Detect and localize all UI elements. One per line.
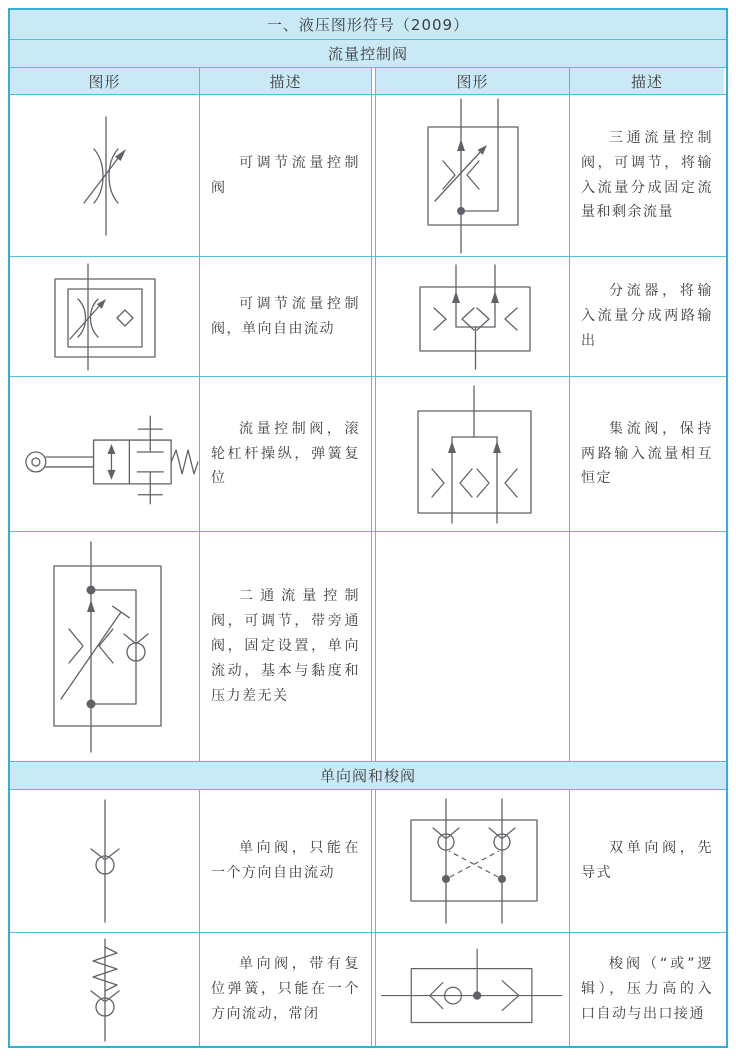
- table-title: [10, 10, 726, 39]
- description-cell: [199, 790, 371, 932]
- table-row: [10, 531, 726, 761]
- three-way-flow-control-valve-icon: [403, 97, 543, 255]
- description-text: 单向阀，带有复位弹簧，只能在一个方向流动，常闭: [211, 956, 360, 1022]
- symbol-cell: [376, 257, 569, 376]
- table-row: [10, 376, 726, 531]
- check-valve-icon: [65, 795, 145, 927]
- description-text: 可调节流量控制阀: [211, 154, 360, 196]
- description-text: 可调节流量控制阀，单向自由流动: [211, 295, 360, 337]
- table-row: [10, 94, 726, 256]
- description-text: 三通流量控制阀，可调节，将输入流量分成固定流量和剩余流量: [581, 129, 713, 221]
- description-cell: [569, 790, 724, 932]
- symbol-cell: [10, 377, 199, 531]
- flow-combiner-valve-icon: [398, 383, 548, 525]
- description-cell: [199, 95, 371, 256]
- description-text: 集流阀，保持两路输入流量相互恒定: [581, 420, 713, 487]
- section-header-flow-control: [10, 39, 726, 67]
- description-text: 单向阀，只能在一个方向自由流动: [211, 840, 360, 881]
- table-row: [10, 789, 726, 932]
- symbol-cell: [10, 95, 199, 256]
- section-header-label: 单向阀和梭阀: [319, 767, 416, 785]
- description-cell: [199, 257, 371, 376]
- col-header-desc-right: 描述: [569, 68, 724, 94]
- table-title-label: 一、液压图形符号（2009）: [266, 16, 470, 34]
- symbol-cell: [376, 933, 569, 1046]
- description-text: 双单向阀，先导式: [581, 840, 713, 881]
- description-text: 流量控制阀，滚轮杠杆操纵，弹簧复位: [211, 420, 360, 487]
- roller-lever-flow-control-valve-icon: [10, 402, 199, 506]
- symbol-cell: [10, 532, 199, 761]
- description-cell: [569, 95, 724, 256]
- col-header-symbol-left: 图形: [10, 68, 199, 94]
- two-way-flow-control-valve-icon: [21, 536, 189, 758]
- adjustable-flow-control-valve-icon: [60, 111, 150, 241]
- table-row: [10, 256, 726, 376]
- description-text: 梭阀（“或”逻辑），压力高的入口自动与出口接通: [581, 956, 713, 1022]
- symbol-cell: [376, 95, 569, 256]
- section-header-label: 流量控制阀: [327, 45, 408, 63]
- description-cell: [569, 933, 724, 1046]
- description-text: 二通流量控制阀，可调节，带旁通阀，固定设置，单向流动，基本与黏度和压力差无关: [211, 588, 360, 704]
- symbol-cell-empty: [376, 532, 569, 761]
- flow-divider-icon: [398, 261, 548, 373]
- description-cell: [199, 377, 371, 531]
- shuttle-valve-icon: [376, 939, 569, 1041]
- symbol-cell: [10, 790, 199, 932]
- symbol-cell: [10, 257, 199, 376]
- symbol-cell: [10, 933, 199, 1046]
- description-text: 分流器，将输入流量分成两路输出: [581, 283, 713, 349]
- description-cell: [199, 933, 371, 1046]
- adjustable-flow-control-valve-with-check-icon: [30, 261, 180, 373]
- col-header-symbol-right: 图形: [376, 68, 569, 94]
- description-cell: [569, 257, 724, 376]
- symbol-cell: [376, 790, 569, 932]
- column-header-row: [10, 67, 726, 94]
- description-cell: [569, 377, 724, 531]
- col-header-desc-left: 描述: [199, 68, 371, 94]
- pilot-operated-double-check-valve-icon: [389, 795, 557, 927]
- hydraulic-symbol-table: [8, 8, 728, 1048]
- spring-loaded-check-valve-icon: [65, 935, 145, 1045]
- section-header-check-shuttle: [10, 761, 726, 789]
- description-cell: [199, 532, 371, 761]
- symbol-cell: [376, 377, 569, 531]
- description-cell-empty: [569, 532, 724, 761]
- table-row: [10, 932, 726, 1046]
